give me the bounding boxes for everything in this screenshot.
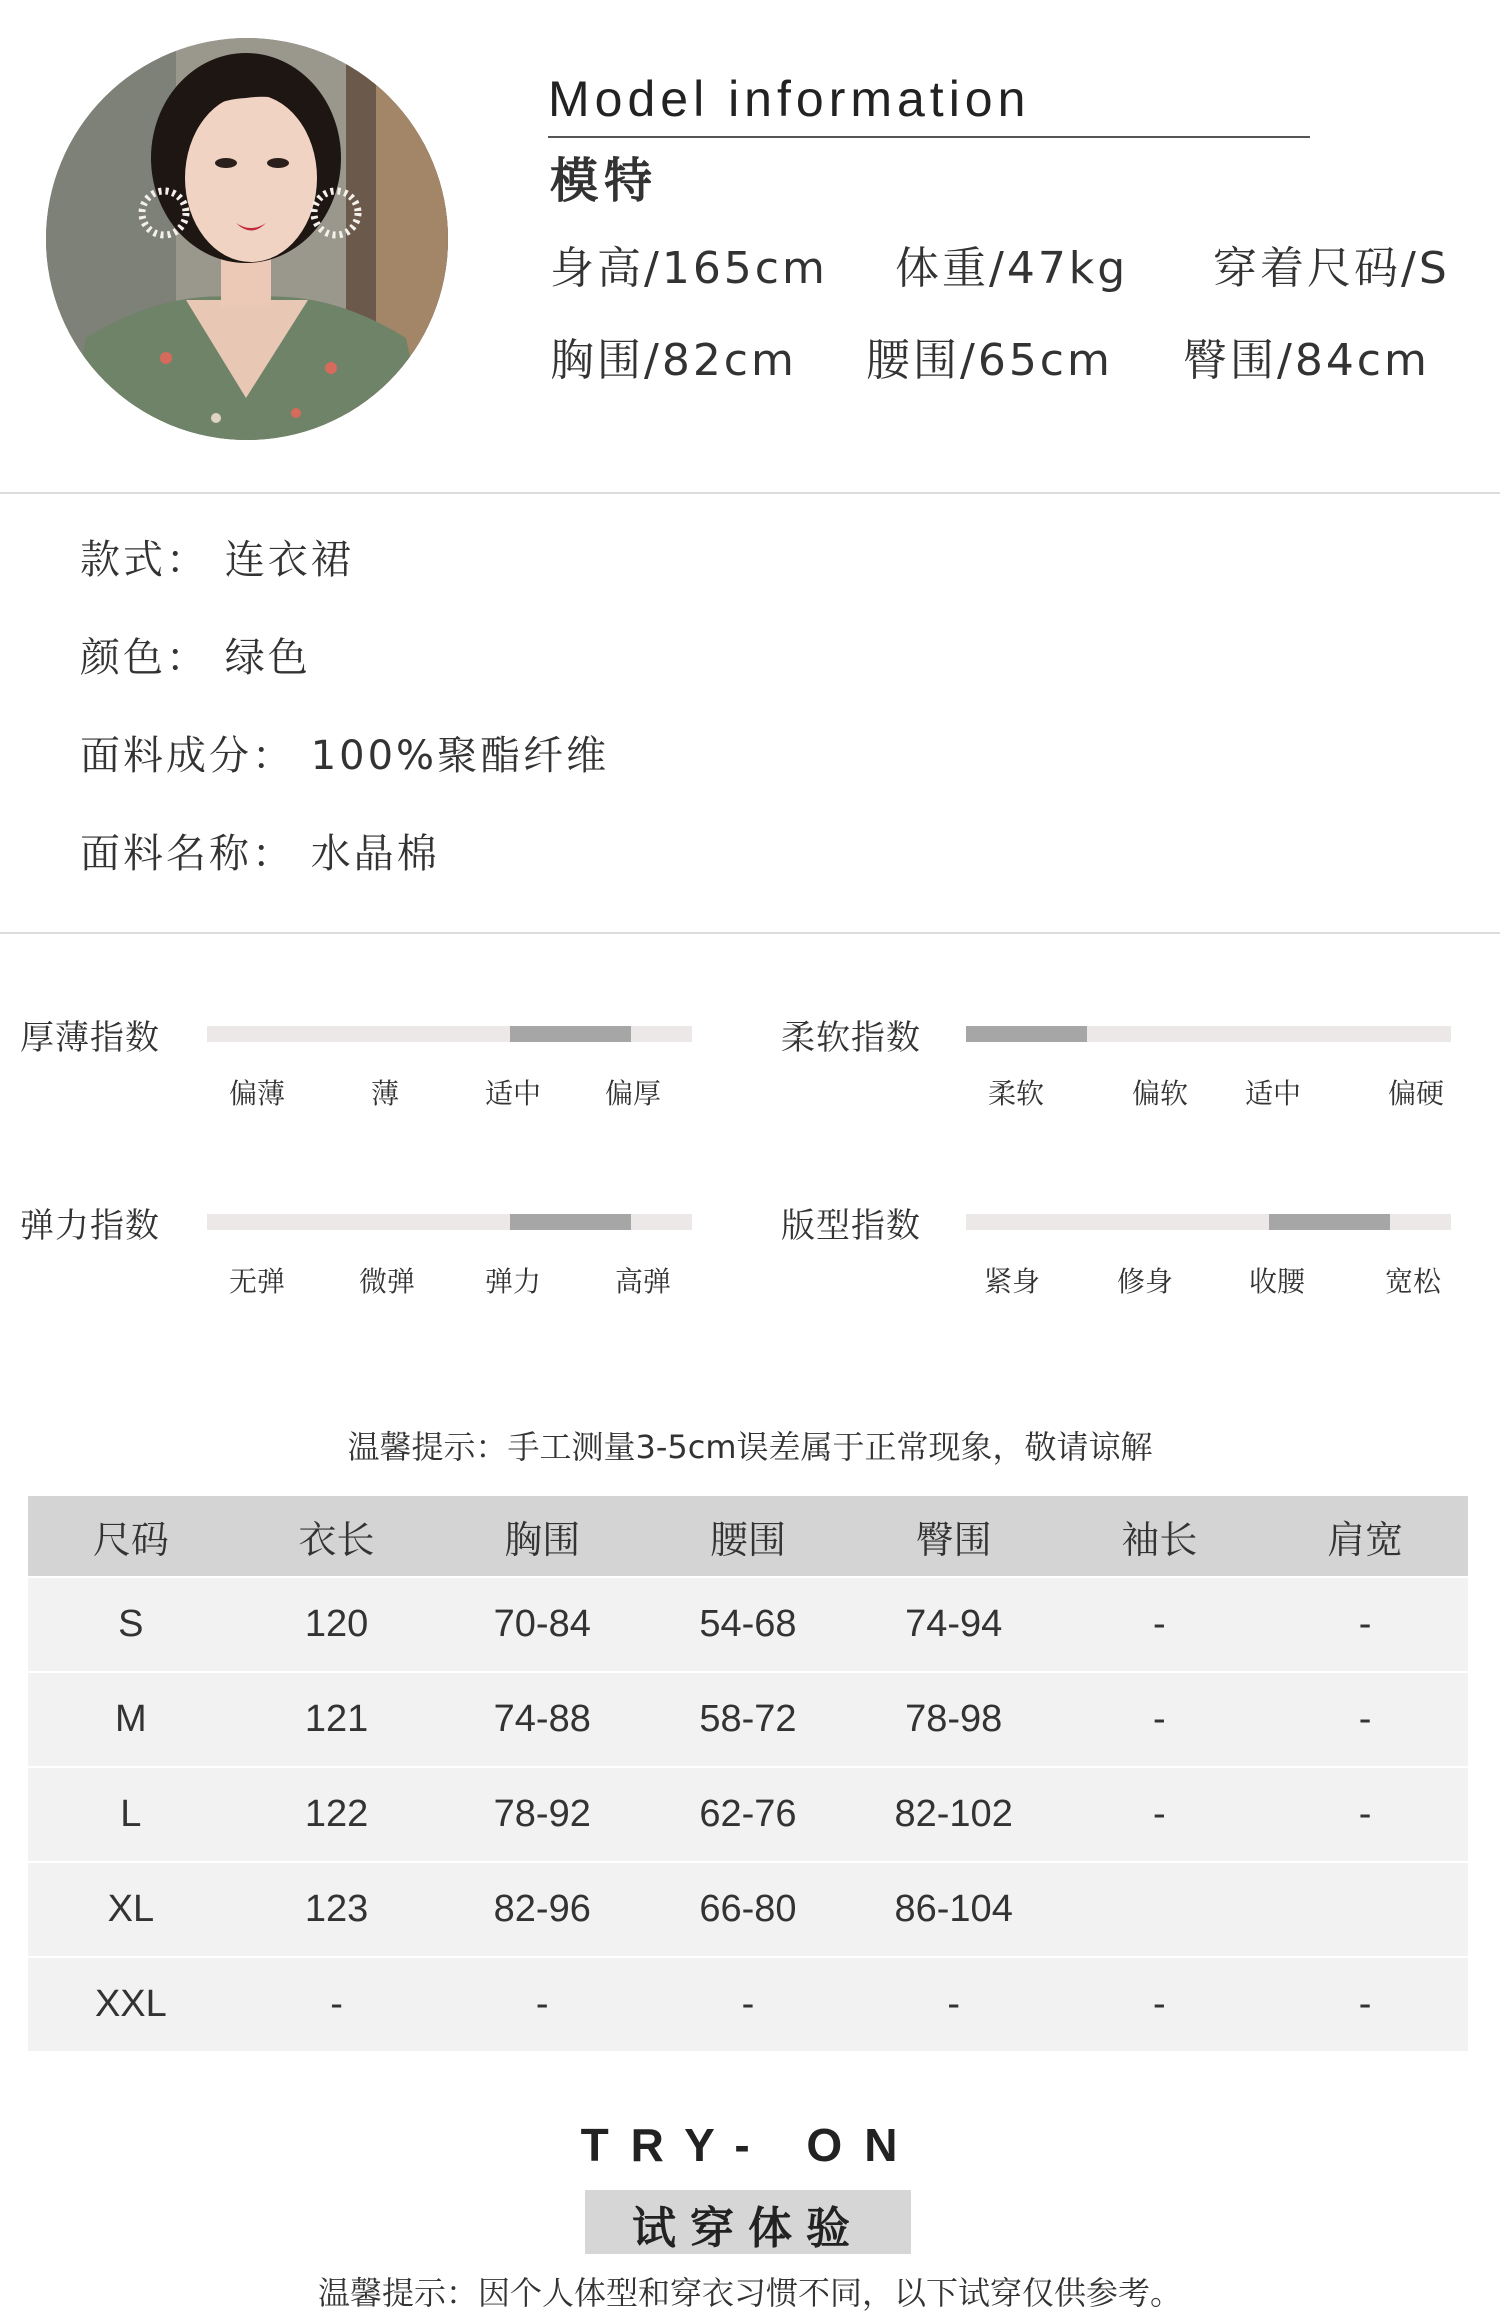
table-row bbox=[28, 1767, 1468, 1862]
header-cell: 臀围 bbox=[851, 1496, 1057, 1577]
table-cell: 86-104 bbox=[851, 1862, 1057, 1957]
index-bar-track bbox=[207, 1026, 692, 1042]
header-cell: 衣长 bbox=[234, 1496, 440, 1577]
table-cell: - bbox=[1262, 1767, 1468, 1862]
model-size: 穿着尺码/S bbox=[1213, 243, 1450, 294]
index-bar-fill bbox=[1269, 1214, 1390, 1230]
table-cell: - bbox=[1057, 1672, 1263, 1767]
table-cell: 66-80 bbox=[645, 1862, 851, 1957]
table-cell: 78-92 bbox=[439, 1767, 645, 1862]
table-cell: - bbox=[1262, 1957, 1468, 2052]
index-title: 版型指数 bbox=[781, 1206, 921, 1246]
tryon-title-cn: 试穿体验 bbox=[632, 2203, 864, 2254]
index-label: 弹力 bbox=[484, 1265, 542, 1298]
table-cell: 54-68 bbox=[645, 1577, 851, 1672]
index-label: 偏厚 bbox=[604, 1077, 662, 1110]
index-label: 偏软 bbox=[1131, 1077, 1189, 1110]
index-bar-fill bbox=[510, 1026, 631, 1042]
table-cell: - bbox=[1057, 1767, 1263, 1862]
table-cell: - bbox=[1262, 1672, 1468, 1767]
model-info-divider bbox=[548, 136, 1310, 138]
table-cell: 74-94 bbox=[851, 1577, 1057, 1672]
spec-color: 颜色： 绿色 bbox=[80, 635, 311, 681]
tryon-title-en: TRY- ON bbox=[580, 2119, 920, 2171]
table-cell bbox=[1262, 1862, 1468, 1957]
table-cell: 121 bbox=[234, 1672, 440, 1767]
header-cell: 胸围 bbox=[439, 1496, 645, 1577]
table-cell: 62-76 bbox=[645, 1767, 851, 1862]
index-title: 弹力指数 bbox=[20, 1206, 160, 1246]
index-label: 微弹 bbox=[358, 1265, 416, 1298]
index-label: 宽松 bbox=[1384, 1265, 1442, 1298]
model-photo bbox=[46, 38, 448, 440]
table-cell: 70-84 bbox=[439, 1577, 645, 1672]
spec-style: 款式： 连衣裙 bbox=[80, 537, 354, 583]
table-cell: 120 bbox=[234, 1577, 440, 1672]
size-table-header-row bbox=[28, 1496, 1468, 1577]
model-waist: 腰围/65cm bbox=[866, 335, 1113, 386]
table-cell: - bbox=[1057, 1957, 1263, 2052]
table-cell: - bbox=[1262, 1577, 1468, 1672]
index-label: 适中 bbox=[484, 1077, 542, 1110]
table-cell: M bbox=[28, 1672, 234, 1767]
table-cell: - bbox=[645, 1957, 851, 2052]
model-bust: 胸围/82cm bbox=[550, 335, 797, 386]
index-title: 柔软指数 bbox=[781, 1018, 921, 1058]
model-height: 身高/165cm bbox=[550, 243, 828, 294]
header-cell: 腰围 bbox=[645, 1496, 851, 1577]
index-label: 偏薄 bbox=[228, 1077, 286, 1110]
model-weight: 体重/47kg bbox=[895, 243, 1129, 294]
tryon-note: 温馨提示：因个人体型和穿衣习惯不同，以下试穿仅供参考。 bbox=[317, 2274, 1182, 2312]
table-cell: 58-72 bbox=[645, 1672, 851, 1767]
index-bar-fill bbox=[966, 1026, 1087, 1042]
table-cell: S bbox=[28, 1577, 234, 1672]
index-title: 厚薄指数 bbox=[20, 1018, 160, 1058]
index-bar-track bbox=[966, 1214, 1451, 1230]
model-hip: 臀围/84cm bbox=[1183, 335, 1430, 386]
size-table bbox=[28, 1496, 1468, 2053]
spec-fabric-name: 面料名称： 水晶棉 bbox=[80, 831, 440, 877]
header-cell: 尺码 bbox=[28, 1496, 234, 1577]
spec-composition: 面料成分： 100%聚酯纤维 bbox=[80, 733, 610, 779]
size-note: 温馨提示：手工测量3-5cm误差属于正常现象，敬请谅解 bbox=[347, 1428, 1153, 1466]
table-cell: - bbox=[851, 1957, 1057, 2052]
model-photo-illustration bbox=[46, 38, 448, 440]
table-cell: - bbox=[439, 1957, 645, 2052]
model-info-title-cn: 模特 bbox=[550, 153, 659, 209]
index-bar-track bbox=[966, 1026, 1451, 1042]
header-cell: 袖长 bbox=[1057, 1496, 1263, 1577]
index-label: 无弹 bbox=[228, 1265, 286, 1298]
index-label: 紧身 bbox=[983, 1265, 1041, 1298]
table-cell: 122 bbox=[234, 1767, 440, 1862]
table-row bbox=[28, 1957, 1468, 2052]
table-row bbox=[28, 1577, 1468, 1672]
table-cell: 82-102 bbox=[851, 1767, 1057, 1862]
table-cell: XL bbox=[28, 1862, 234, 1957]
index-label: 收腰 bbox=[1248, 1265, 1306, 1298]
table-cell bbox=[1057, 1862, 1263, 1957]
table-cell: 123 bbox=[234, 1862, 440, 1957]
index-label: 修身 bbox=[1116, 1265, 1174, 1298]
section-divider bbox=[0, 492, 1500, 494]
model-info-title: Model information bbox=[548, 71, 1031, 127]
section-divider bbox=[0, 932, 1500, 934]
header-cell: 肩宽 bbox=[1262, 1496, 1468, 1577]
index-label: 适中 bbox=[1244, 1077, 1302, 1110]
index-label: 薄 bbox=[370, 1077, 400, 1110]
table-cell: - bbox=[234, 1957, 440, 2052]
index-label: 高弹 bbox=[614, 1265, 672, 1298]
index-bar-track bbox=[207, 1214, 692, 1230]
table-row bbox=[28, 1862, 1468, 1957]
table-cell: 78-98 bbox=[851, 1672, 1057, 1767]
index-label: 偏硬 bbox=[1387, 1077, 1445, 1110]
table-row bbox=[28, 1672, 1468, 1767]
table-cell: 74-88 bbox=[439, 1672, 645, 1767]
index-label: 柔软 bbox=[987, 1077, 1045, 1110]
index-bar-fill bbox=[510, 1214, 631, 1230]
table-cell: XXL bbox=[28, 1957, 234, 2052]
table-cell: - bbox=[1057, 1577, 1263, 1672]
table-cell: L bbox=[28, 1767, 234, 1862]
table-cell: 82-96 bbox=[439, 1862, 645, 1957]
